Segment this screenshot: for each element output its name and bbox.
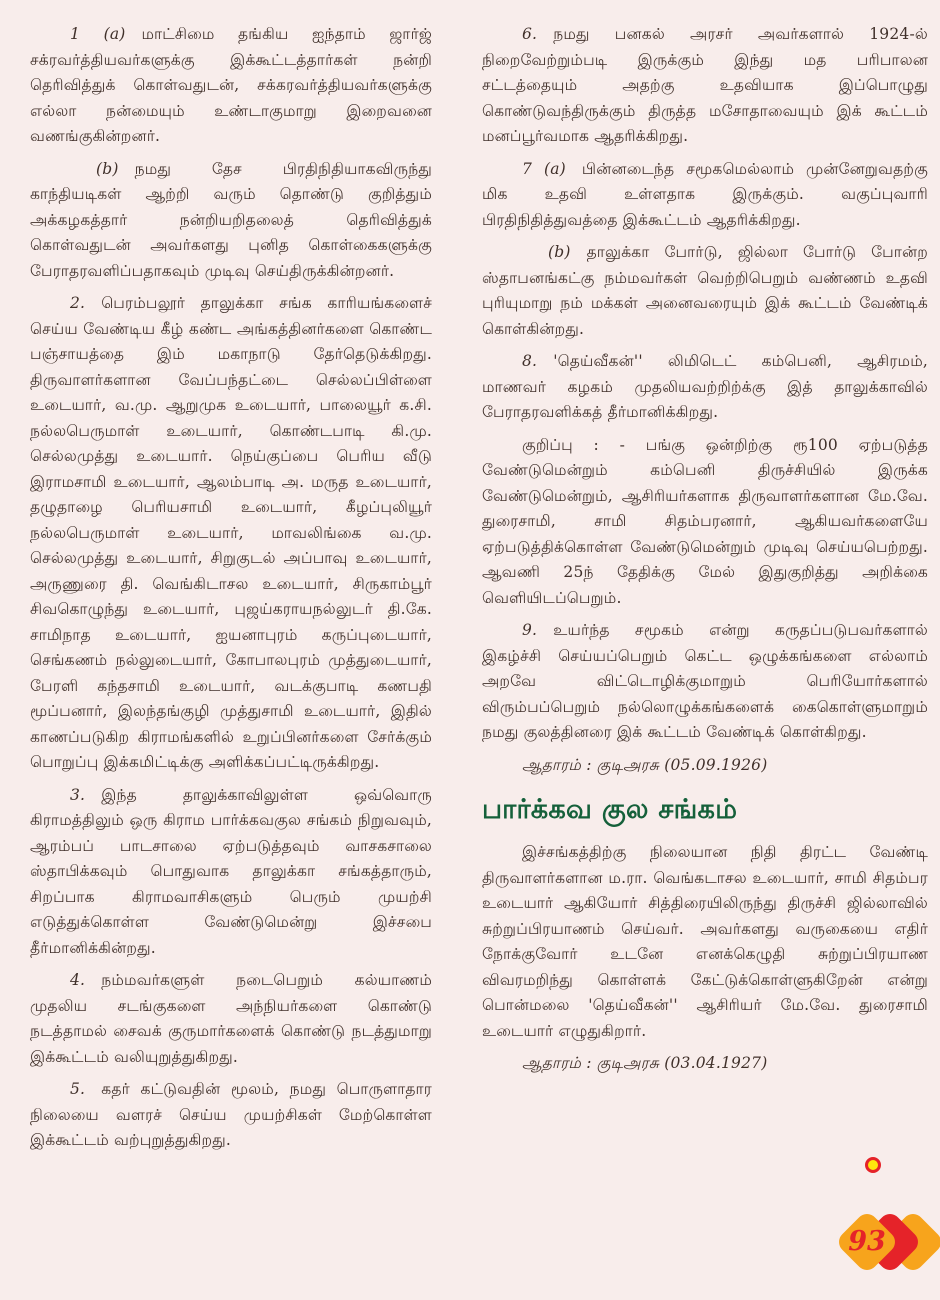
- paragraph-label: 4.: [70, 971, 86, 989]
- resolution-paragraph-2: [30, 291, 432, 776]
- paragraph-text: தாலுக்கா போர்டு, ஜில்லா போர்டு போன்ற ஸ்தாபனங்கட்கு நம்மவர்கள் வெற்றிபெறும் வண்ணம் உதவி புரியுமாறு நம் மக்கள் அனைவரையும் இக் கூட்டம் வேண்டிக் கொள்கின்றது.: [482, 243, 928, 338]
- paragraph-label: 2.: [70, 294, 86, 312]
- resolution-paragraph-1a: [30, 22, 432, 150]
- paragraph-label: 9.: [522, 621, 538, 639]
- end-marker-dot-icon: [865, 1157, 881, 1173]
- paragraph-label: 8.: [522, 352, 538, 370]
- paragraph-text: நமது தேச பிரதிநிதியாகவிருந்து காந்தியடிகள் ஆற்றி வரும் தொண்டு குறித்தும் அக்கழகத்தார் நன்றியறிதலைத் தெரிவித்துக் கொள்வதுடன் அவர்களது புனித கொள்கைகளுக்கு பேராதரவளிப்பதாகவும் முடிவு செய்திருக்கின்றனர்.: [30, 159, 432, 280]
- paragraph-label: 1 (a): [70, 25, 126, 43]
- paragraph-text: 'தெய்வீகன்'' லிமிடெட் கம்பெனி, ஆசிரமம், மாணவர் கழகம் முதலியவற்றிற்க்கு இத் தாலுக்காவில் பேராதரவளிக்கத் தீர்மானிக்கிறது.: [482, 352, 928, 421]
- paragraph-label: (b): [548, 243, 571, 261]
- resolution-paragraph-4: [30, 968, 432, 1070]
- left-column: [30, 22, 432, 1161]
- paragraph-label: (b): [96, 159, 119, 178]
- resolution-paragraph-3: [30, 783, 432, 962]
- right-column: [482, 22, 928, 1161]
- paragraph-text: நம்மவர்களுள் நடைபெறும் கல்யாணம் முதலிய சடங்குகளை அந்நியர்களை கொண்டு நடத்தாமல் சைவக் குருமார்களைக் கொண்டு நடத்துமாறு இக்கூட்டம் வலியுறுத்துகிறது.: [30, 971, 432, 1066]
- society-paragraph: இச்சங்கத்திற்கு நிலையான நிதி திரட்ட வேண்டி திருவாளர்களான ம.ரா. வெங்கடாசல உடையார், சாமி சிதம்பர உடையார் ஆகியோர் சித்திரையிலிருந்து திருச்சி ஜில்லாவில் சுற்றுப்பிரயாணம் செய்வர். அவர்களது வருகையை எதிர் நோக்குவோர் உடனே எனக்கெழுதி சுற்றுப்பிரயாண விவரமறிந்து கொள்ளக் கேட்டுக்கொள்ளுகிறேன் என்று பொன்மலை 'தெய்வீகன்'' ஆசிரியர் மே.வே. துரைசாமி உடையார் எழுதுகிறார்.: [482, 843, 928, 1040]
- section-heading: பார்க்கவ குல சங்கம்: [482, 794, 738, 825]
- paragraph-text: மாட்சிமை தங்கிய ஐந்தாம் ஜார்ஜ் சக்ரவர்த்தியவர்களுக்கு இக்கூட்டத்தார்கள் நன்றி தெரிவித்துக் கொள்வதுடன், சக்கரவர்த்தியவர்களுக்கு எல்லா நன்மையும் உண்டாகுமாறு இறைவனை வணங்குகின்றனர்.: [30, 25, 432, 145]
- source-citation-2: ஆதாரம் : குடிஅரசு (03.04.1927): [522, 1054, 768, 1072]
- paragraph-text: இந்த தாலுக்காவிலுள்ள ஒவ்வொரு கிராமத்திலும் ஒரு கிராம பார்க்கவகுல சங்கம் நிறுவவும், ஆரம்பப் பாடசாலை ஏற்படுத்தவும் வாசகசாலை ஸ்தாபிக்கவும் பொதுவாக தாலுக்கா சங்கத்தாரும், சிறப்பாக கிராமவாசிகளும் பெரும் முயற்சி எடுத்துக்கொள்ள வேண்டுமென்று இச்சபை தீர்மானிக்கின்றது.: [30, 785, 432, 957]
- page-number-badge: [842, 1206, 940, 1278]
- resolution-paragraph-1b: [30, 157, 432, 285]
- paragraph-text: உயர்ந்த சமூகம் என்று கருதப்படுபவர்களால் இகழ்ச்சி செய்யப்பெறும் கெட்ட ஒழுக்கங்களை எல்லாம் அறவே விட்டொழிக்குமாறும் பெரியோர்களால் விரும்பப்பெறும் நல்லொழுக்கங்களைக் கைகொள்ளுமாறும் நமது குலத்தினரை இக் கூட்டம் வேண்டிக் கொள்கிறது.: [482, 621, 928, 741]
- resolution-paragraph-5: [30, 1077, 432, 1154]
- paragraph-text: குறிப்பு : - பங்கு ஒன்றிற்கு ரூ100 ஏற்படுத்த வேண்டுமென்றும் கம்பெனி திருச்சியில் இருக்க வேண்டுமென்றும், ஆசிரியர்களாக திருவாளர்களான மே.வே. துரைசாமி, சாமி சிதம்பரனார், ஆகியவர்களையே ஏற்படுத்திக்கொள்ள வேண்டுமென்றும் முடிவு செய்யபெற்றது. ஆவணி 25ந் தேதிக்கு மேல் இதுகுறித்து அறிக்கை வெளியிடப்பெறும்.: [482, 435, 928, 607]
- resolution-paragraph-8: [482, 349, 928, 426]
- resolution-paragraph-6: [482, 22, 928, 150]
- paragraph-label: 6.: [522, 25, 538, 43]
- resolution-paragraph-7a: [482, 157, 928, 234]
- resolution-paragraph-9: [482, 618, 928, 746]
- paragraph-label: 3.: [70, 785, 86, 804]
- paragraph-text: பெரம்பலூர் தாலுக்கா சங்க காரியங்களைச் செய்ய வேண்டிய கீழ் கண்ட அங்கத்தினர்களை கொண்ட பஞ்சாயத்தை இம் மகாநாடு தேர்தெடுக்கிறது. திருவாளர்களான வேப்பந்தட்டை செல்லப்பிள்ளை உடையார், வ.மு. ஆறுமுக உடையார், பாலையூர் க.சி. நல்லபெருமாள் உடையார், கொண்டபாடி கி.மு. செல்லமுத்து உடையார். நெய்குப்பை பெரிய வீடு இராமசாமி உடையார், ஆலம்பாடி அ. மருத உடையார், தழுதாழை பெரியசாமி உடையார், கீழப்புலியூர் நல்லபெருமாள் உடையார், மாவலிங்கை வ.மு. செல்லமுத்து உடையார், சிறுகுடல் அப்பாவு உடையார், அருணுரை தி. வெங்கிடாசல உடையார், சிருகாம்பூர் சிவகொழுந்து உடையார், புஜய்கராயநல்லுடர் தி.கே. சாமிநாத உடையார், ஐயனாபுரம் கருப்புடையார், செங்கணம் நல்லுடையார், கோபாலபுரம் முத்துடையார், பேரளி கந்தசாமி உடையார், வடக்குபாடி கணபதி மூப்பனார், இலந்தங்குழி முத்துசாமி உடையார், இதில் காணப்படுகிற கிராமங்களில் உறுப்பினர்களை சேர்க்கும் பொறுப்பு இக்கமிட்டிக்கு அளிக்கப்பட்டிருக்கிறது.: [30, 294, 432, 771]
- paragraph-text: நமது பனகல் அரசர் அவர்களால் 1924-ல் நிறைவேற்றும்படி இருக்கும் இந்து மத பரிபாலன சட்டத்தையும் அதற்கு உதவியாக இப்பொழுது கொண்டுவந்திருக்கும் திருத்த மசோதாவையும் இக் கூட்டம் மனப்பூர்வமாக ஆதரிக்கிறது.: [482, 25, 928, 145]
- paragraph-text: கதர் கட்டுவதின் மூலம், நமது பொருளாதார நிலையை வளரச் செய்ய முயற்சிகள் மேற்கொள்ள இக்கூட்டம் வற்புறுத்துகிறது.: [30, 1080, 432, 1149]
- paragraph-label: 5.: [70, 1080, 86, 1098]
- paragraph-text: பின்னடைந்த சமூகமெல்லாம் முன்னேறுவதற்கு மிக உதவி உள்ளதாக இருக்கும். வகுப்புவாரி பிரதிநிதித்துவத்தை இக்கூட்டம் ஆதரிக்கிறது.: [482, 159, 928, 229]
- paragraph-label: 7 (a): [522, 159, 566, 178]
- page-number: 93: [848, 1226, 886, 1257]
- source-citation-1: ஆதாரம் : குடிஅரசு (05.09.1926): [522, 755, 768, 774]
- resolution-paragraph-7b: [482, 240, 928, 342]
- note-paragraph: [482, 433, 928, 612]
